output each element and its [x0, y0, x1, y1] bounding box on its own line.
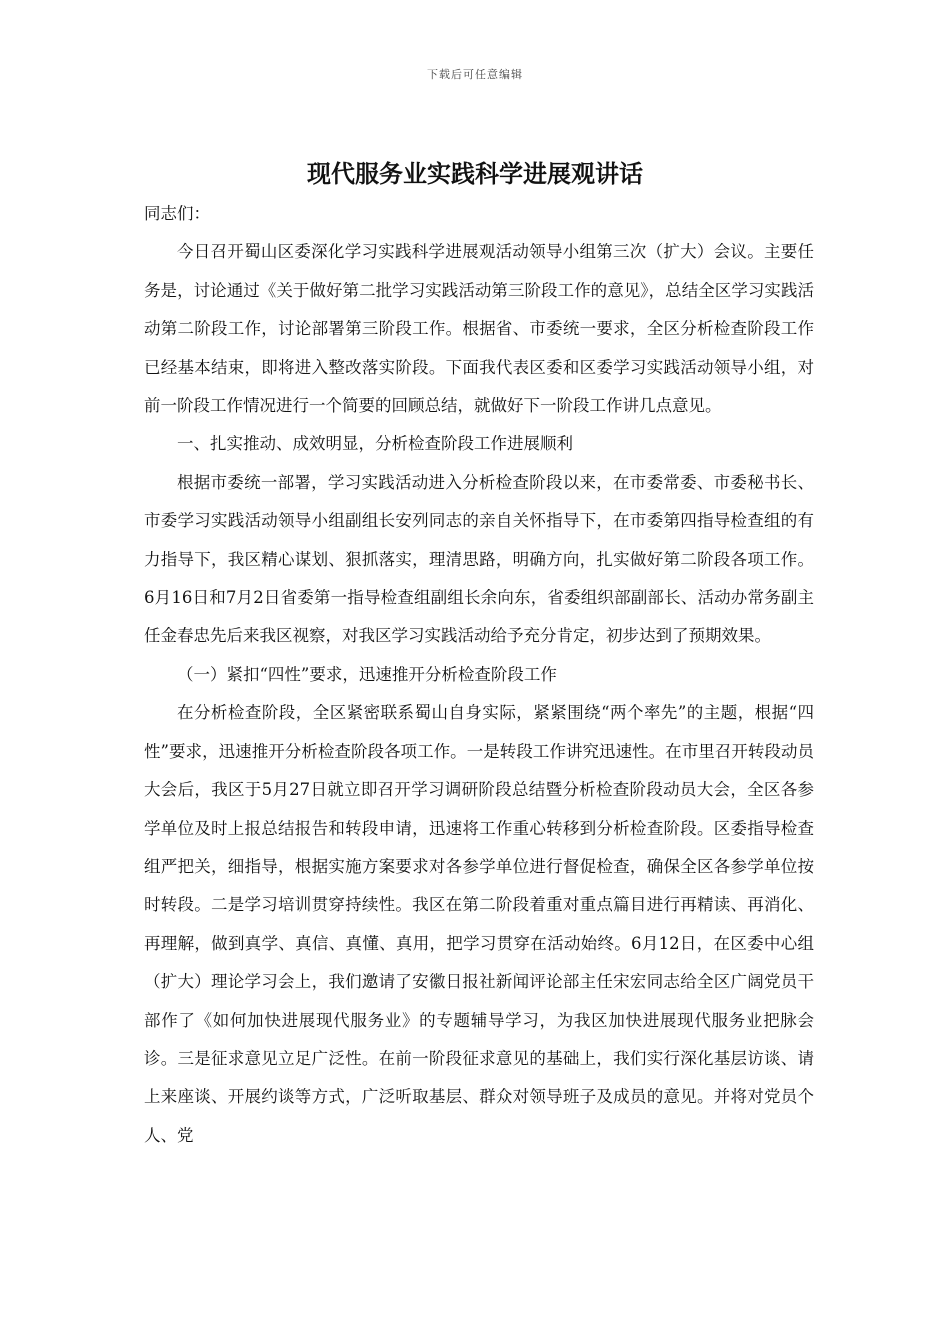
document-body	[144, 195, 814, 1155]
salutation: 同志们：	[144, 204, 210, 223]
document-title: 现代服务业实践科学进展观讲话	[307, 160, 643, 188]
header-note: 下载后可任意编辑	[427, 68, 523, 81]
section-heading: 一、扎实推动、成效明显，分析检查阶段工作进展顺利	[177, 434, 573, 454]
intro-paragraph: 今日召开蜀山区委深化学习实践科学进展观活动领导小组第三次（扩大）会议。主要任务是，讨论通过《关于做好第二批学习实践活动第三阶段工作的意见》，总结全区学习实践活动第二阶段工作，讨论部署第三阶段工作。根据省、市委统一要求，全区分析检查阶段工作已经基本结束，即将进入整改落实阶段。下面我代表区委和区委学习实践活动领导小组，对前一阶段工作情况进行一个简要的回顾总结，就做好下一阶段工作讲几点意见。	[144, 242, 814, 416]
subsection-heading: （一）紧扣“四性”要求，迅速推开分析检查阶段工作	[177, 664, 557, 684]
subsection-paragraph: 在分析检查阶段，全区紧密联系蜀山自身实际，紧紧围绕“两个率先”的主题，根据“四性”要求，迅速推开分析检查阶段各项工作。一是转段工作讲究迅速性。在市里召开转段动员大会后，我区于5月27日就立即召开学习调研阶段总结暨分析检查阶段动员大会，全区各参学单位及时上报总结报告和转段申请，迅速将工作重心转移到分析检查阶段。区委指导检查组严把关，细指导，根据实施方案要求对各参学单位进行督促检查，确保全区各参学单位按时转段。二是学习培训贯穿持续性。我区在第二阶段着重对重点篇目进行再精读、再消化、再理解，做到真学、真信、真懂、真用，把学习贯穿在活动始终。6月12日，在区委中心组（扩大）理论学习会上，我们邀请了安徽日报社新闻评论部主任宋宏同志给全区广阔党员干部作了《如何加快进展现代服务业》的专题辅导学习，为我区加快进展现代服务业把脉会诊。三是征求意见立足广泛性。在前一阶段征求意见的基础上，我们实行深化基层访谈、请上来座谈、开展约谈等方式，广泛听取基层、群众对领导班子及成员的意见。并将对党员个人、党	[144, 703, 814, 1145]
section-paragraph: 根据市委统一部署，学习实践活动进入分析检查阶段以来，在市委常委、市委秘书长、市委学习实践活动领导小组副组长安列同志的亲自关怀指导下，在市委第四指导检查组的有力指导下，我区精心谋划、狠抓落实，理清思路，明确方向，扎实做好第二阶段各项工作。6月16日和7月2日省委第一指导检查组副组长余向东，省委组织部副部长、活动办常务副主任金春忠先后来我区视察，对我区学习实践活动给予充分肯定，初步达到了预期效果。	[144, 472, 814, 646]
